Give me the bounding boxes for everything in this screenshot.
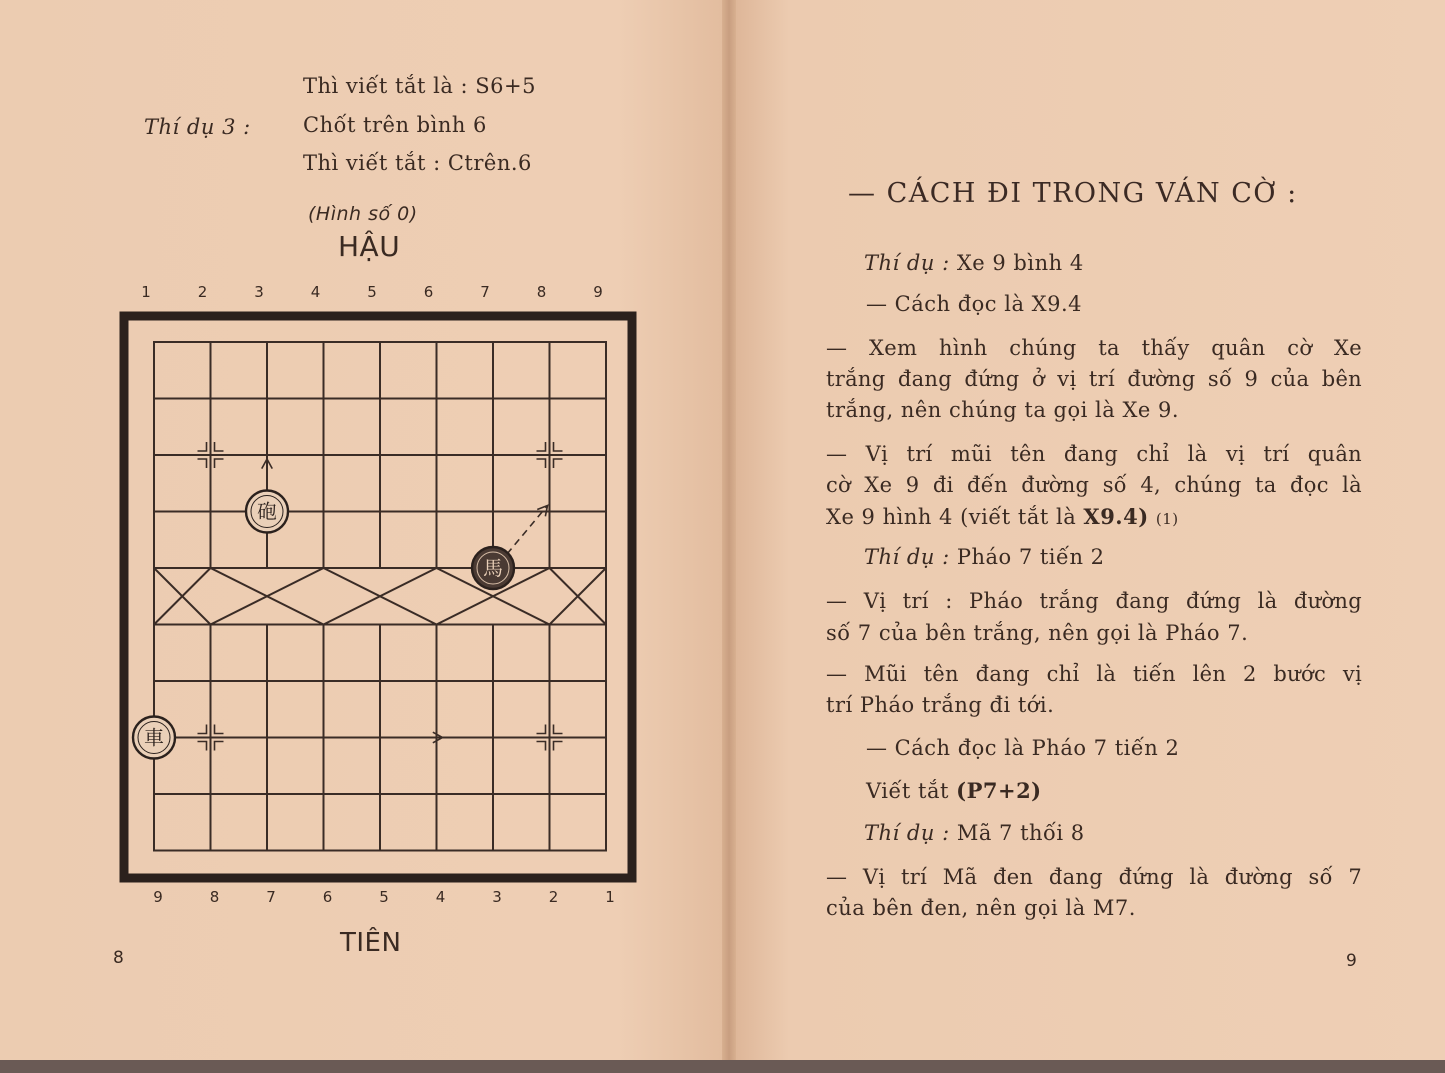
paragraph-3-line-1: — Vị trí mũi tên đang chỉ là vị trí quân [826,442,1362,466]
bottom-file-number: 8 [209,888,220,906]
cannon-point-marker [537,442,546,451]
cannon-point-marker [537,459,546,468]
top-file-number: 9 [593,283,603,301]
paragraph-2-line-2: trắng đang đứng ở vị trí đường số 9 của bên [826,367,1362,391]
paragraph-2-line-3: trắng, nên chúng ta gọi là Xe 9. [826,398,1180,422]
bottom-file-number: 9 [153,888,163,906]
top-file-number: 8 [536,283,547,301]
cannon-point-marker [537,725,546,734]
example-2-label: Thí dụ : [864,545,950,569]
example-2 [864,545,1105,569]
cannon-point-marker [554,742,563,751]
bottom-file-number: 7 [266,888,276,906]
top-file-number: 4 [310,283,321,301]
paragraph-4-line-1: — Vị trí : Pháo trắng đang đứng là đường [826,589,1362,613]
cannon-piece-glyph: 砲 [257,499,277,524]
shorthand-line-3: Thì viết tắt : Ctrên.6 [303,151,532,175]
bottom-side-label: TIÊN [340,928,402,958]
paragraph-3-line-3: Xe 9 hình 4 (viết tắt là X9.4) (1) [826,504,1179,529]
figure-caption: (Hình số 0) [308,203,418,225]
top-file-number: 3 [254,283,264,301]
cannon-point-marker [198,442,207,451]
river-pattern [154,568,606,625]
example-3-right [864,821,1085,845]
cannon-point-marker [198,742,207,751]
book-gutter [722,0,736,1062]
paragraph-4-line-2: số 7 của bên trắng, nên gọi là Pháo 7. [826,621,1249,645]
bottom-file-number: 1 [605,888,615,906]
page-number-right: 9 [1346,951,1357,971]
bottom-file-number: 6 [322,888,333,906]
paragraph-1: — Cách đọc là X9.4 [866,292,1083,316]
paragraph-5-line-2: trí Pháo trắng đi tới. [826,693,1055,717]
example-1 [864,251,1084,275]
bottom-file-number: 2 [548,888,559,906]
cannon-point-marker [215,742,224,751]
top-file-number: 6 [423,283,434,301]
scanner-edge [0,1060,1445,1073]
cannon-point-marker [554,459,563,468]
example-2-text: Pháo 7 tiến 2 [956,545,1105,569]
paragraph-6: — Cách đọc là Pháo 7 tiến 2 [866,736,1180,760]
example-3-label: Thí dụ 3 : [144,115,251,139]
example-3-right-label: Thí dụ : [864,821,950,845]
cannon-point-marker [215,442,224,451]
top-file-number: 5 [367,283,377,301]
chariot-piece-glyph: 車 [144,725,164,750]
top-file-number: 7 [480,283,490,301]
cannon-point-marker [554,725,563,734]
top-file-number: 1 [141,283,151,301]
horse-piece-glyph: 馬 [483,556,503,580]
example-1-text: Xe 9 bình 4 [956,251,1084,275]
xiangqi-board-diagram [118,310,638,886]
cannon-point-marker [198,459,207,468]
board-grid [154,342,606,851]
cannon-point-marker [215,725,224,734]
example-1-label: Thí dụ : [864,251,950,275]
bottom-file-number: 4 [435,888,446,906]
bottom-file-number: 5 [379,888,389,906]
paragraph-8-line-1: — Vị trí Mã đen đang đứng là đường số 7 [826,865,1362,889]
bottom-file-number: 3 [492,888,502,906]
paragraph-3-line-2: cờ Xe 9 đi đến đường số 4, chúng ta đọc là [826,473,1362,497]
paragraph-7: Viết tắt (P7+2) [866,778,1042,803]
cannon-point-marker [554,442,563,451]
cannon-point-marker [215,459,224,468]
example-3-right-text: Mã 7 thối 8 [956,821,1085,845]
paragraph-5-line-1: — Mũi tên đang chỉ là tiến lên 2 bước vị [826,662,1362,686]
paragraph-8-line-2: của bên đen, nên gọi là M7. [826,896,1136,920]
paragraph-2-line-1: — Xem hình chúng ta thấy quân cờ Xe [826,336,1362,360]
cannon-point-marker [198,725,207,734]
top-side-label: HẬU [338,230,401,263]
footnote-marker: (1) [1155,510,1179,528]
cannon-point-marker [537,742,546,751]
shorthand-line-1: Thì viết tắt là : S6+5 [303,74,536,98]
page-number-left: 8 [113,948,124,968]
top-file-number: 2 [197,283,208,301]
horse-move-arrow [507,506,548,555]
example-3-text: Chốt trên bình 6 [303,113,487,137]
section-heading: — CÁCH ĐI TRONG VÁN CỜ : [848,178,1298,209]
